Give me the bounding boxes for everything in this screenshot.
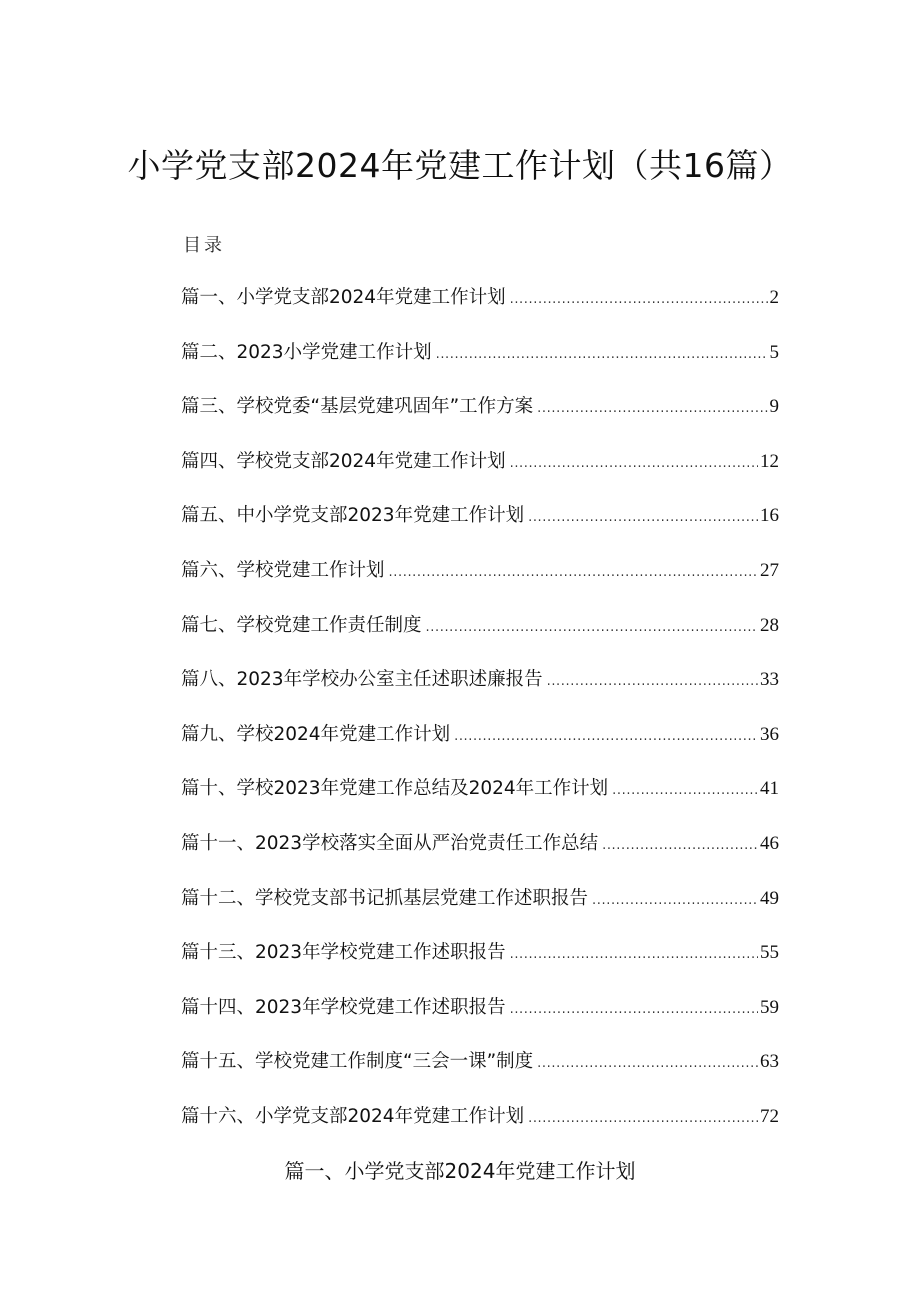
toc-entry-label: 篇十、学校2023年党建工作总结及2024年工作计划 — [181, 778, 609, 800]
toc-dot-leader — [510, 282, 768, 314]
toc-page-number: 55 — [760, 942, 779, 964]
toc-dot-leader — [436, 337, 768, 369]
toc-page-number: 36 — [760, 723, 779, 745]
toc-entry[interactable] — [181, 446, 779, 501]
toc-entry-label: 篇一、小学党支部2024年党建工作计划 — [181, 287, 506, 308]
toc-dot-leader — [537, 1046, 758, 1078]
table-of-contents — [181, 282, 779, 1156]
toc-entry-label: 篇五、中小学党支部2023年党建工作计划 — [181, 505, 525, 527]
toc-entry-label: 篇十六、小学党支部2024年党建工作计划 — [181, 1105, 525, 1127]
toc-dot-leader — [547, 664, 758, 696]
toc-page-number: 12 — [760, 450, 779, 472]
toc-entry-label: 篇四、学校党支部2024年党建工作计划 — [181, 450, 506, 472]
toc-dot-leader — [389, 555, 758, 587]
toc-entry[interactable] — [181, 391, 779, 446]
toc-entry-label: 篇十二、学校党支部书记抓基层党建工作述职报告 — [181, 887, 589, 909]
toc-page-number: 63 — [760, 1051, 779, 1073]
toc-entry-label: 篇三、学校党委“基层党建巩固年”工作方案 — [181, 396, 534, 418]
toc-page-number: 28 — [760, 614, 779, 636]
toc-entry-label: 篇十三、2023年学校党建工作述职报告 — [181, 942, 506, 964]
toc-entry[interactable] — [181, 937, 779, 992]
toc-page-number: 59 — [760, 996, 779, 1018]
toc-page-number: 27 — [760, 559, 779, 581]
toc-page-number: 9 — [769, 396, 779, 418]
section-heading: 篇一、小学党支部2024年党建工作计划 — [284, 1159, 636, 1183]
toc-entry[interactable] — [181, 719, 779, 774]
toc-entry-label: 篇九、学校2024年党建工作计划 — [181, 723, 451, 745]
toc-heading: 目录 — [183, 235, 225, 256]
toc-entry-label: 篇十四、2023年学校党建工作述职报告 — [181, 996, 506, 1018]
document-title: 小学党支部2024年党建工作计划（共16篇） — [127, 146, 793, 185]
toc-entry-label: 篇八、2023年学校办公室主任述职述廉报告 — [181, 669, 543, 691]
toc-dot-leader — [454, 719, 758, 751]
toc-dot-leader — [528, 1101, 758, 1133]
toc-page-number: 46 — [760, 832, 779, 854]
toc-entry[interactable] — [181, 1046, 779, 1101]
toc-dot-leader — [612, 773, 758, 805]
toc-entry[interactable] — [181, 1101, 779, 1156]
toc-dot-leader — [528, 500, 758, 532]
toc-entry-label: 篇二、2023小学党建工作计划 — [181, 341, 432, 363]
toc-page-number: 72 — [760, 1105, 779, 1127]
toc-page-number: 5 — [769, 341, 779, 363]
toc-page-number: 33 — [760, 669, 779, 691]
toc-entry-label: 篇十一、2023学校落实全面从严治党责任工作总结 — [181, 832, 599, 854]
toc-page-number: 16 — [760, 505, 779, 527]
toc-entry[interactable] — [181, 773, 779, 828]
toc-dot-leader — [510, 446, 758, 478]
toc-dot-leader — [537, 391, 767, 423]
toc-dot-leader — [602, 828, 758, 860]
toc-entry[interactable] — [181, 500, 779, 555]
toc-entry[interactable] — [181, 883, 779, 938]
toc-dot-leader — [592, 883, 758, 915]
toc-entry[interactable] — [181, 555, 779, 610]
toc-entry[interactable] — [181, 282, 779, 337]
toc-dot-leader — [426, 610, 758, 642]
toc-dot-leader — [510, 937, 758, 969]
toc-entry-label: 篇十五、学校党建工作制度“三会一课”制度 — [181, 1051, 534, 1073]
toc-entry[interactable] — [181, 610, 779, 665]
toc-entry[interactable] — [181, 337, 779, 392]
toc-entry[interactable] — [181, 828, 779, 883]
toc-page-number: 2 — [769, 287, 779, 308]
toc-page-number: 41 — [760, 778, 779, 800]
toc-entry-label: 篇六、学校党建工作计划 — [181, 559, 385, 581]
toc-page-number: 49 — [760, 887, 779, 909]
toc-entry-label: 篇七、学校党建工作责任制度 — [181, 614, 422, 636]
toc-entry[interactable] — [181, 664, 779, 719]
toc-dot-leader — [510, 992, 758, 1024]
toc-entry[interactable] — [181, 992, 779, 1047]
